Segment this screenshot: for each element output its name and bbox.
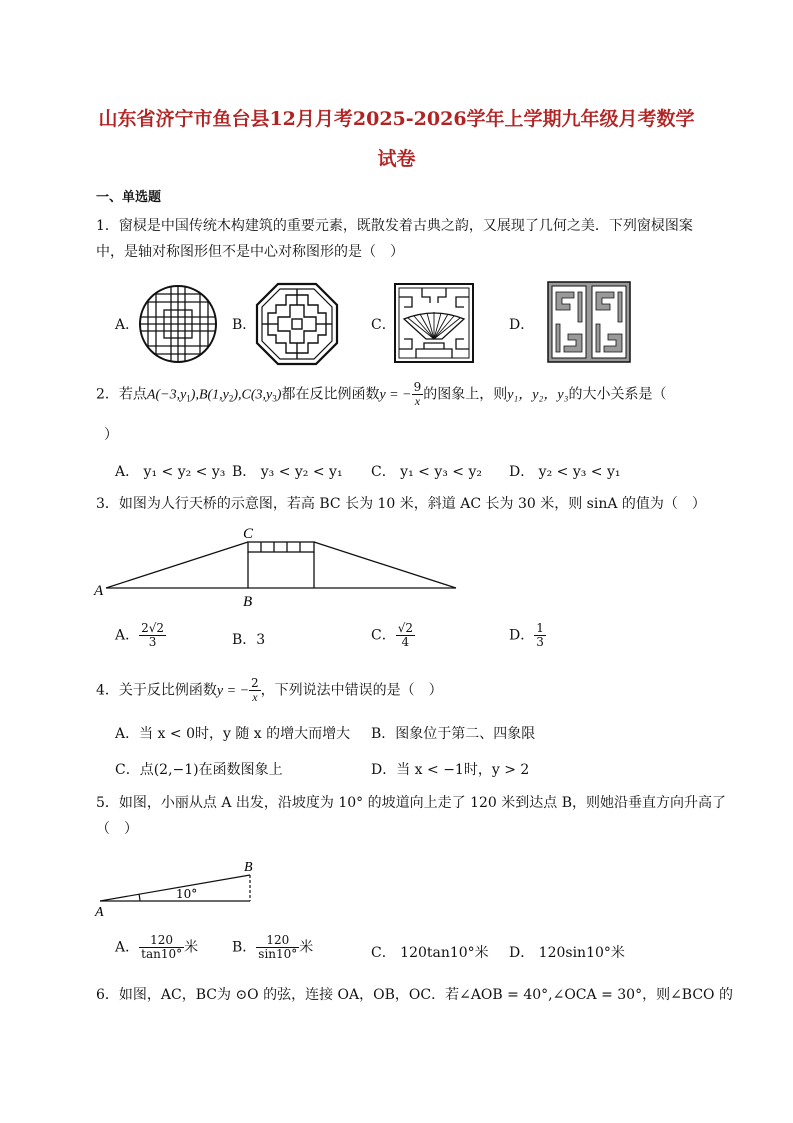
point-b-sub: 2 bbox=[228, 393, 234, 404]
q3-option-c-denominator: 4 bbox=[401, 635, 410, 649]
question-3: 3．如图为人行天桥的示意图，若高 BC 长为 10 米，斜道 AC 长为 30 米，则 sinA 的值为（ ） bbox=[96, 496, 706, 512]
page-title-line2: 试卷 bbox=[377, 148, 416, 170]
question-4-function: y = − bbox=[216, 683, 250, 699]
q3-option-d-numerator: 1 bbox=[536, 621, 544, 635]
point-a: A(−3,y bbox=[146, 387, 187, 403]
function-expr: y = − bbox=[379, 387, 412, 403]
question-2-mid: 都在反比例函数 bbox=[281, 386, 380, 403]
bridge-label-b: B bbox=[243, 594, 253, 610]
bridge-label-c: C bbox=[243, 526, 254, 542]
question-4-prefix: 4．关于反比例函数 bbox=[96, 682, 217, 699]
lattice-figure-b bbox=[256, 283, 338, 365]
question-6: 6．如图，AC，BC为 ⊙O 的弦，连接 OA，OB，OC．若∠AOB = 40°,∠OCA = 30°，则∠BCO 的 bbox=[96, 987, 733, 1003]
question-2-line2: ） bbox=[104, 427, 118, 443]
q1-option-d-label: D． bbox=[509, 317, 535, 333]
q4-option-c: C．点(2,−1)在函数图象上 bbox=[115, 762, 283, 778]
q4-option-b: B．图象位于第二、四象限 bbox=[371, 726, 536, 742]
point-b: ),B(1,y bbox=[190, 387, 229, 403]
q3-option-a-label: A． bbox=[115, 627, 140, 644]
function-fraction bbox=[412, 381, 424, 408]
q5-option-a-fraction bbox=[139, 934, 184, 961]
q4-option-d: D．当 x < −1时，y > 2 bbox=[371, 762, 530, 778]
question-5-line1: 5．如图，小丽从点 A 出发，沿坡度为 10° 的坡道向上走了 120 米到达点 B，则她沿垂直方向升高了 bbox=[96, 795, 726, 811]
q5-option-b-fraction bbox=[256, 934, 299, 961]
q3-option-c-label: C． bbox=[371, 627, 396, 644]
q2-option-b: B． y₃ < y₂ < y₁ bbox=[232, 464, 343, 480]
question-2 bbox=[96, 381, 736, 412]
q2-option-d: D． y₂ < y₃ < y₁ bbox=[509, 464, 621, 480]
q1-option-a-label: A． bbox=[115, 317, 140, 333]
section-heading: 一、单选题 bbox=[96, 190, 162, 205]
point-c-sub: 3 bbox=[272, 393, 277, 404]
slope-label-a: A bbox=[95, 905, 104, 920]
slope-label-b: B bbox=[244, 860, 253, 875]
point-c: ),C(3,y bbox=[233, 387, 273, 403]
question-4-tail: ，下列说法中错误的是（ ） bbox=[260, 682, 443, 699]
question-5-line2: （ ） bbox=[96, 821, 138, 837]
lattice-figure-a bbox=[138, 284, 218, 364]
bridge-figure bbox=[92, 522, 462, 610]
q5-option-a-denominator: tan10° bbox=[141, 947, 183, 961]
question-4-denominator: x bbox=[252, 690, 258, 704]
q5-option-d: D． 120sin10°米 bbox=[509, 945, 625, 961]
q3-option-d-denominator: 3 bbox=[536, 635, 544, 649]
q1-option-b-label: B． bbox=[232, 317, 257, 333]
q5-option-a-label: A． bbox=[115, 939, 140, 956]
q5-option-c: C． 120tan10°米 bbox=[371, 945, 489, 961]
q5-option-b-numerator: 120 bbox=[256, 934, 299, 948]
q3-option-a-denominator: 3 bbox=[148, 635, 157, 649]
q1-option-c-label: C． bbox=[371, 317, 396, 333]
question-2-vars: y₁，y₂，y₃ bbox=[507, 387, 569, 403]
q2-option-c: C． y₁ < y₃ < y₂ bbox=[371, 464, 482, 480]
question-1-line1: 1．窗棂是中国传统木构建筑的重要元素，既散发着古典之韵，又展现了几何之美．下列窗棂图案 bbox=[96, 218, 693, 234]
q3-option-c-numerator: √2 bbox=[397, 621, 413, 635]
question-4 bbox=[96, 677, 443, 705]
q3-option-d-fraction bbox=[534, 622, 546, 649]
slope-figure bbox=[92, 856, 262, 920]
q3-option-d bbox=[509, 622, 546, 649]
question-2-after: 的图象上，则 bbox=[423, 386, 508, 403]
fraction-numerator: 9 bbox=[413, 380, 422, 394]
question-2-tail: 的大小关系是（ bbox=[568, 386, 667, 403]
question-2-prefix: 2．若点 bbox=[96, 386, 147, 403]
lattice-figure-d bbox=[548, 282, 630, 362]
q3-option-c bbox=[371, 622, 415, 649]
q2-option-a: A． y₁ < y₂ < y₃ bbox=[115, 464, 226, 480]
question-1-line2: 中，是轴对称图形但不是中心对称图形的是（ ） bbox=[96, 244, 404, 260]
q3-option-b: B．3 bbox=[232, 632, 266, 648]
q5-option-b-label: B． bbox=[232, 939, 257, 956]
q3-option-a-numerator: 2√2 bbox=[141, 621, 165, 635]
q5-option-b bbox=[232, 934, 313, 961]
q5-option-a-unit: 米 bbox=[184, 939, 199, 956]
question-4-fraction bbox=[249, 677, 261, 704]
fraction-denominator: x bbox=[414, 394, 421, 408]
lattice-figure-c bbox=[394, 283, 474, 363]
q5-option-a-numerator: 120 bbox=[139, 934, 184, 948]
bridge-label-a: A bbox=[94, 583, 104, 599]
question-1 bbox=[96, 213, 716, 265]
q3-option-d-label: D． bbox=[509, 627, 535, 644]
q3-option-c-fraction bbox=[396, 622, 415, 649]
slope-angle-label: 10° bbox=[176, 887, 198, 901]
question-4-numerator: 2 bbox=[251, 676, 259, 690]
q5-option-b-denominator: sin10° bbox=[258, 947, 298, 961]
point-a-sub: 1 bbox=[186, 393, 191, 404]
page-title-line1: 山东省济宁市鱼台县12月月考2025-2026学年上学期九年级月考数学 bbox=[98, 108, 695, 130]
question-5 bbox=[96, 790, 736, 842]
q5-option-a bbox=[115, 934, 198, 961]
q5-option-b-unit: 米 bbox=[299, 939, 314, 956]
point-end: ) bbox=[276, 387, 282, 403]
q4-option-a: A．当 x < 0时，y 随 x 的增大而增大 bbox=[115, 726, 351, 742]
q3-option-a bbox=[115, 622, 166, 649]
q3-option-a-fraction bbox=[139, 622, 166, 649]
